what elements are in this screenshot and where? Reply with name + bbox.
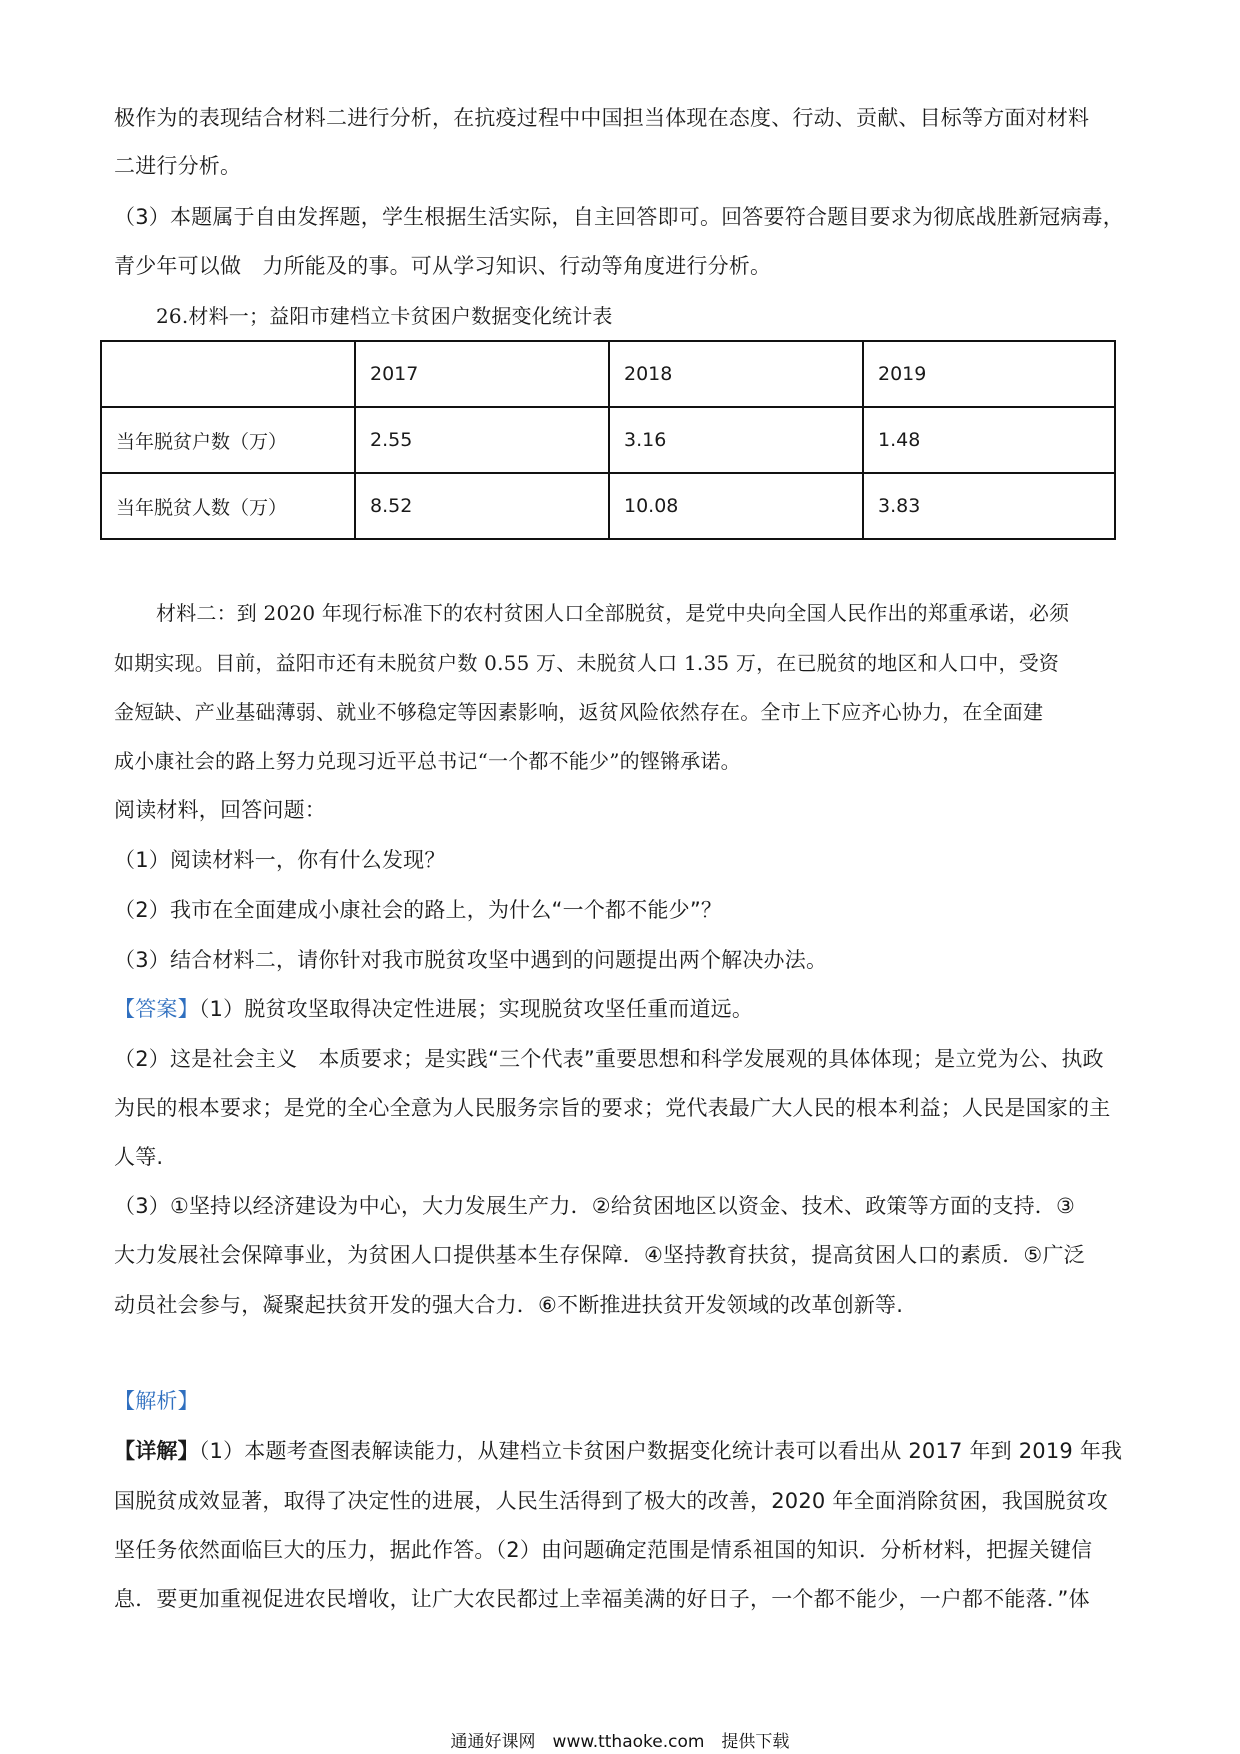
table-cell: 2.55 bbox=[355, 407, 609, 473]
page-footer: 通通好课网 www.tthaoke.com 提供下载 bbox=[450, 1732, 790, 1752]
analysis-line bbox=[114, 1436, 1122, 1466]
paragraph-line: 二进行分析。 bbox=[114, 154, 242, 178]
material-line: 材料二：到 2020 年现行标准下的农村贫困人口全部脱贫，是党中央向全国人民作出的郑重承诺，必须 bbox=[156, 601, 1070, 625]
question-item: （3）结合材料二，请你针对我市脱贫攻坚中遇到的问题提出两个解决办法。 bbox=[114, 948, 828, 972]
paragraph-line: 青少年可以做 力所能及的事。可从学习知识、行动等角度进行分析。 bbox=[114, 254, 772, 278]
table-header-row bbox=[101, 341, 1115, 407]
table-header-cell: 2019 bbox=[863, 341, 1115, 407]
table-header-cell: 2017 bbox=[355, 341, 609, 407]
question-item: （2）我市在全面建成小康社会的路上，为什么“一个都不能少”？ bbox=[114, 898, 723, 922]
table-row-label: 当年脱贫人数（万） bbox=[101, 473, 355, 539]
answer-text: （1）脱贫攻坚取得决定性进展；实现脱贫攻坚任重而道远。 bbox=[198, 997, 754, 1021]
material-line: 成小康社会的路上努力兑现习近平总书记“一个都不能少”的铿锵承诺。 bbox=[114, 749, 741, 773]
table-cell: 3.16 bbox=[609, 407, 863, 473]
analysis-text: （1）本题考查图表解读能力，从建档立卡贫困户数据变化统计表可以看出从 2017 年到 2019 年我 bbox=[198, 1439, 1123, 1463]
paragraph-line: （3）本题属于自由发挥题，学生根据生活实际，自主回答即可。回答要符合题目要求为彻底战胜新冠病毒， bbox=[114, 205, 1124, 229]
table-header-cell: 2018 bbox=[609, 341, 863, 407]
answer-line: 为民的根本要求；是党的全心全意为人民服务宗旨的要求；党代表最广大人民的根本利益；人民是国家的主 bbox=[114, 1096, 1111, 1120]
table-row bbox=[101, 407, 1115, 473]
table-row-label: 当年脱贫户数（万） bbox=[101, 407, 355, 473]
detail-tag: 【详解】 bbox=[114, 1439, 199, 1463]
material-line: 金短缺、产业基础薄弱、就业不够稳定等因素影响，返贫风险依然存在。全市上下应齐心协力，在全面建 bbox=[114, 700, 1044, 724]
answer-line: （2）这是社会主义 本质要求；是实践“三个代表”重要思想和科学发展观的具体体现；是立党为公、执政 bbox=[114, 1047, 1104, 1071]
answer-line: （3）①坚持以经济建设为中心，大力发展生产力．②给贫困地区以资金、技术、政策等方面的支持．③ bbox=[114, 1194, 1076, 1218]
answer-line: 人等. bbox=[114, 1145, 164, 1169]
table-cell: 3.83 bbox=[863, 473, 1115, 539]
question-prompt: 阅读材料，回答问题： bbox=[114, 798, 326, 822]
answer-tag: 【答案】 bbox=[114, 997, 199, 1021]
answer-line: 动员社会参与，凝聚起扶贫开发的强大合力．⑥不断推进扶贫开发领域的改革创新等. bbox=[114, 1293, 904, 1317]
analysis-line: 坚任务依然面临巨大的压力，据此作答。（2）由问题确定范围是情系祖国的知识．分析材料，把握关键信 bbox=[114, 1538, 1093, 1562]
question-item: （1）阅读材料一，你有什么发现？ bbox=[114, 848, 446, 872]
table-cell: 10.08 bbox=[609, 473, 863, 539]
statistics-table bbox=[100, 340, 1116, 540]
answer-line bbox=[114, 994, 753, 1024]
table-cell: 1.48 bbox=[863, 407, 1115, 473]
question-title: 26.材料一；益阳市建档立卡贫困户数据变化统计表 bbox=[156, 304, 613, 328]
analysis-line: 息．要更加重视促进农民增收，让广大农民都过上幸福美满的好日子，一个都不能少，一户都不能落．”体 bbox=[114, 1587, 1090, 1611]
material-line: 如期实现。目前，益阳市还有未脱贫户数 0.55 万、未脱贫人口 1.35 万，在已脱贫的地区和人口中，受资 bbox=[114, 651, 1060, 675]
paragraph-line: 极作为的表现结合材料二进行分析，在抗疫过程中中国担当体现在态度、行动、贡献、目标等方面对材料 bbox=[114, 106, 1090, 130]
analysis-tag: 【解析】 bbox=[114, 1389, 199, 1413]
table-header-cell bbox=[101, 341, 355, 407]
answer-line: 大力发展社会保障事业，为贫困人口提供基本生存保障．④坚持教育扶贫，提高贫困人口的素质．⑤广泛 bbox=[114, 1243, 1085, 1267]
table-cell: 8.52 bbox=[355, 473, 609, 539]
table-row bbox=[101, 473, 1115, 539]
analysis-line: 国脱贫成效显著，取得了决定性的进展，人民生活得到了极大的改善，2020 年全面消除贫困，我国脱贫攻 bbox=[114, 1489, 1108, 1513]
